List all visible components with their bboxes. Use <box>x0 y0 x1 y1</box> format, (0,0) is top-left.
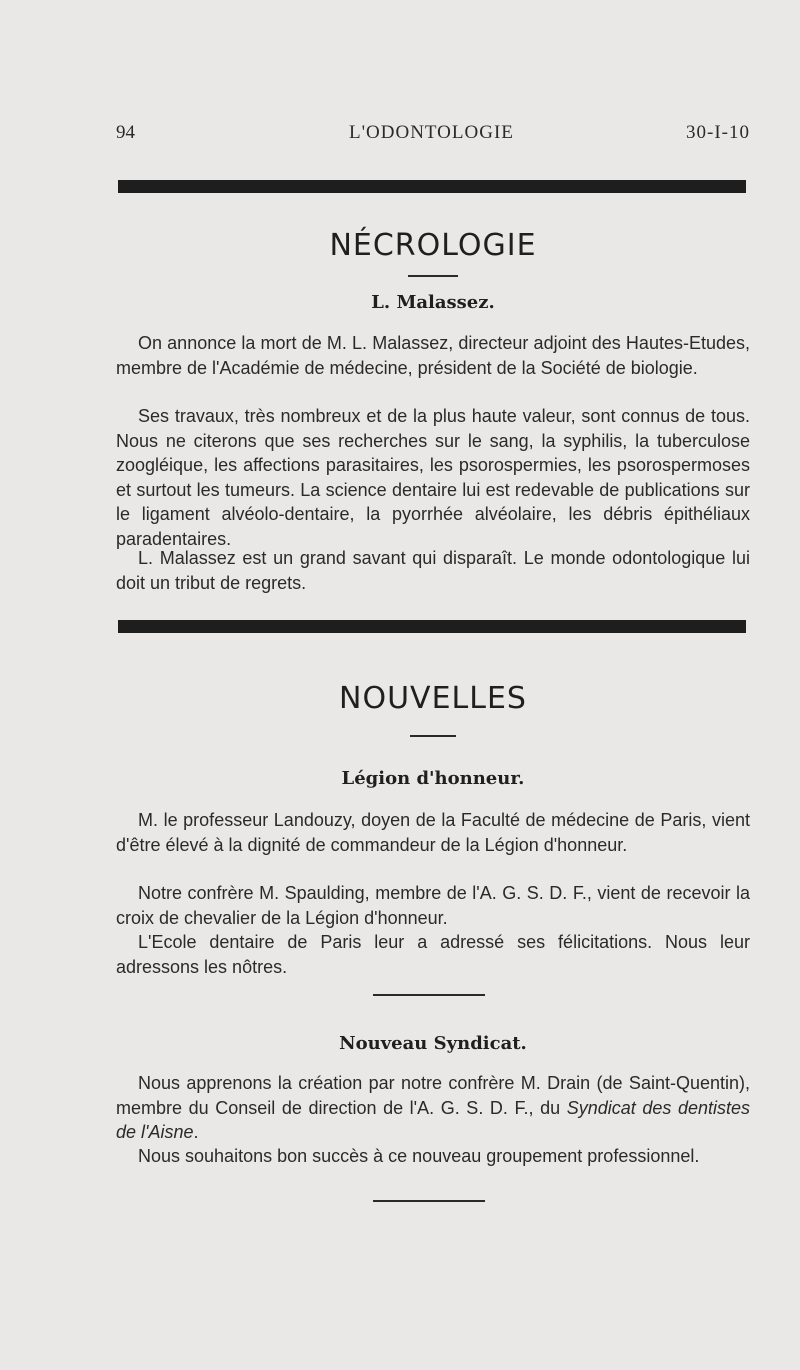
paragraph: L. Malassez est un grand savant qui disparaît. Le monde odontologique lui doit un tribut de regrets. <box>116 548 750 593</box>
section-divider-bar <box>118 620 746 633</box>
section-divider-bar <box>118 180 746 193</box>
end-rule <box>373 1200 485 1202</box>
text-run: . <box>193 1122 199 1142</box>
paragraph: Ses travaux, très nombreux et de la plus haute valeur, sont connus de tous. Nous ne citerons que ses recherches sur le sang, la syphilis, la tuberculose zoogléique, les affections parasitaires, les psorospermies, les psorospermoses et surtout les tumeurs. La science dentaire lui est redevable de publications sur le ligament alvéolo-dentaire, la pyorrhée alvéolaire, les débris épithéliaux paradentaires. <box>116 406 750 549</box>
italic-syndicat-name: Syndicat des dentistes de l'Aisne <box>116 1097 750 1142</box>
paragraph: Nous souhaitons bon succès à ce nouveau groupement professionnel. <box>138 1146 700 1166</box>
separator-rule <box>373 994 485 996</box>
title-underline <box>410 735 456 737</box>
text-run: Nous apprenons la création par notre confrère M. Drain (de Saint-Quentin), membre du Conseil de direction de l'A. G. S. D. F., du <box>116 1073 750 1118</box>
paragraph: On annonce la mort de M. L. Malassez, directeur adjoint des Hautes-Etudes, membre de l'Académie de médecine, président de la Société de biologie. <box>116 333 750 378</box>
issue-date: 30-I-10 <box>686 122 750 143</box>
paragraph <box>116 1071 750 1145</box>
section-title-necrologie: NÉCROLOGIE <box>329 228 537 263</box>
paragraph: M. le professeur Landouzy, doyen de la Faculté de médecine de Paris, vient d'être élevé à la dignité de commandeur de la Légion d'honneur. <box>116 810 750 855</box>
title-underline <box>408 275 458 277</box>
page-number: 94 <box>116 122 135 143</box>
paragraph: Notre confrère M. Spaulding, membre de l'A. G. S. D. F., vient de recevoir la croix de chevalier de la Légion d'honneur. <box>116 883 750 928</box>
journal-title: L'ODONTOLOGIE <box>349 122 514 143</box>
running-header <box>116 122 750 146</box>
paragraph: L'Ecole dentaire de Paris leur a adressé ses félicitations. Nous leur adressons les nôtres. <box>116 932 750 977</box>
subtitle-legion: Légion d'honneur. <box>341 768 525 789</box>
subtitle-malassez: L. Malassez. <box>371 292 495 313</box>
subtitle-syndicat: Nouveau Syndicat. <box>339 1033 527 1054</box>
section-title-nouvelles: NOUVELLES <box>339 681 527 716</box>
